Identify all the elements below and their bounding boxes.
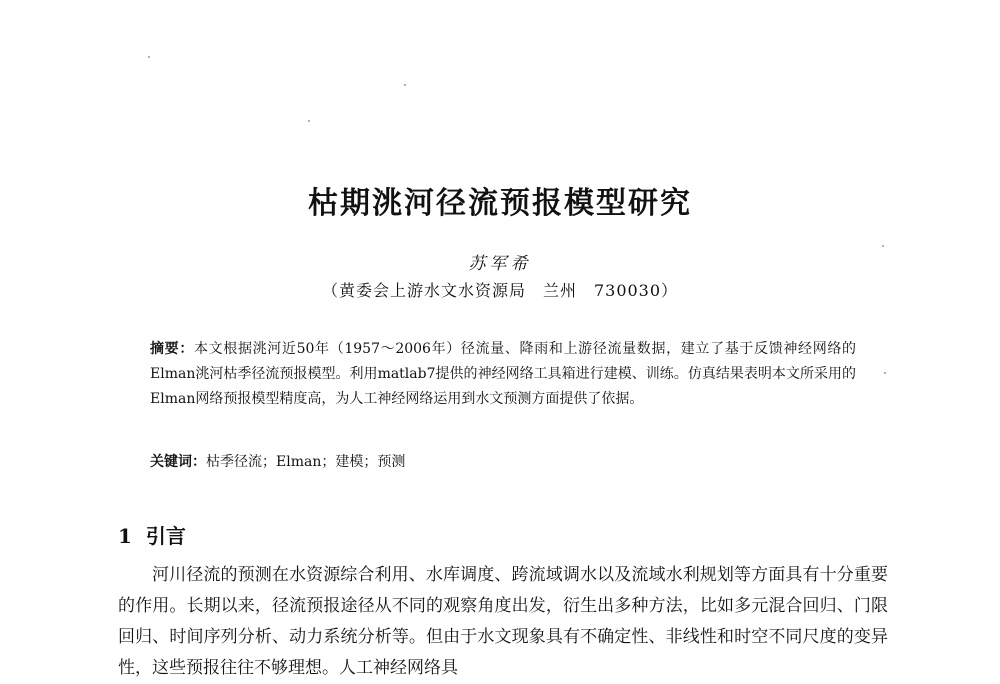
keywords-text: 枯季径流；Elman；建模；预测: [206, 454, 406, 470]
keywords-label: 关键词：: [150, 454, 206, 470]
abstract-text: 本文根据洮河近50年（1957～2006年）径流量、降雨和上游径流量数据，建立了基于反馈神经网络的Elman洮河枯季径流预报模型。利用matlab7提供的神经网络工具箱进行建模、训练。仿真结果表明本文所采用的Elman网络预报模型精度高，为人工神经网络运用到水文预测方面提供了依据。: [150, 341, 857, 407]
abstract: [150, 337, 856, 412]
paper-author: 苏军希: [468, 254, 532, 274]
scan-speck: [148, 56, 150, 58]
section-heading: [118, 520, 186, 549]
scan-speck: [404, 84, 406, 86]
section-body: 河川径流的预测在水资源综合利用、水库调度、跨流域调水以及流域水利规划等方面具有十分重要的作用。长期以来，径流预报途径从不同的观察角度出发，衍生出多种方法，比如多元混合回归、门限回归、时间序列分析、动力系统分析等。但由于水文现象具有不确定性、非线性和时空不同尺度的变异性，这些预报往往不够理想。人工神经网络具: [118, 565, 888, 678]
paper-title: 枯期洮河径流预报模型研究: [308, 186, 692, 221]
keywords: [150, 450, 856, 475]
abstract-label: 摘要：: [150, 341, 194, 357]
paper-affiliation: （黄委会上游水文水资源局 兰州 730030）: [321, 281, 679, 300]
scan-speck: [882, 245, 884, 247]
section-title: 引言: [145, 524, 186, 548]
scan-speck: [884, 372, 886, 374]
scan-speck: [308, 120, 310, 122]
section-number: 1: [118, 524, 132, 548]
